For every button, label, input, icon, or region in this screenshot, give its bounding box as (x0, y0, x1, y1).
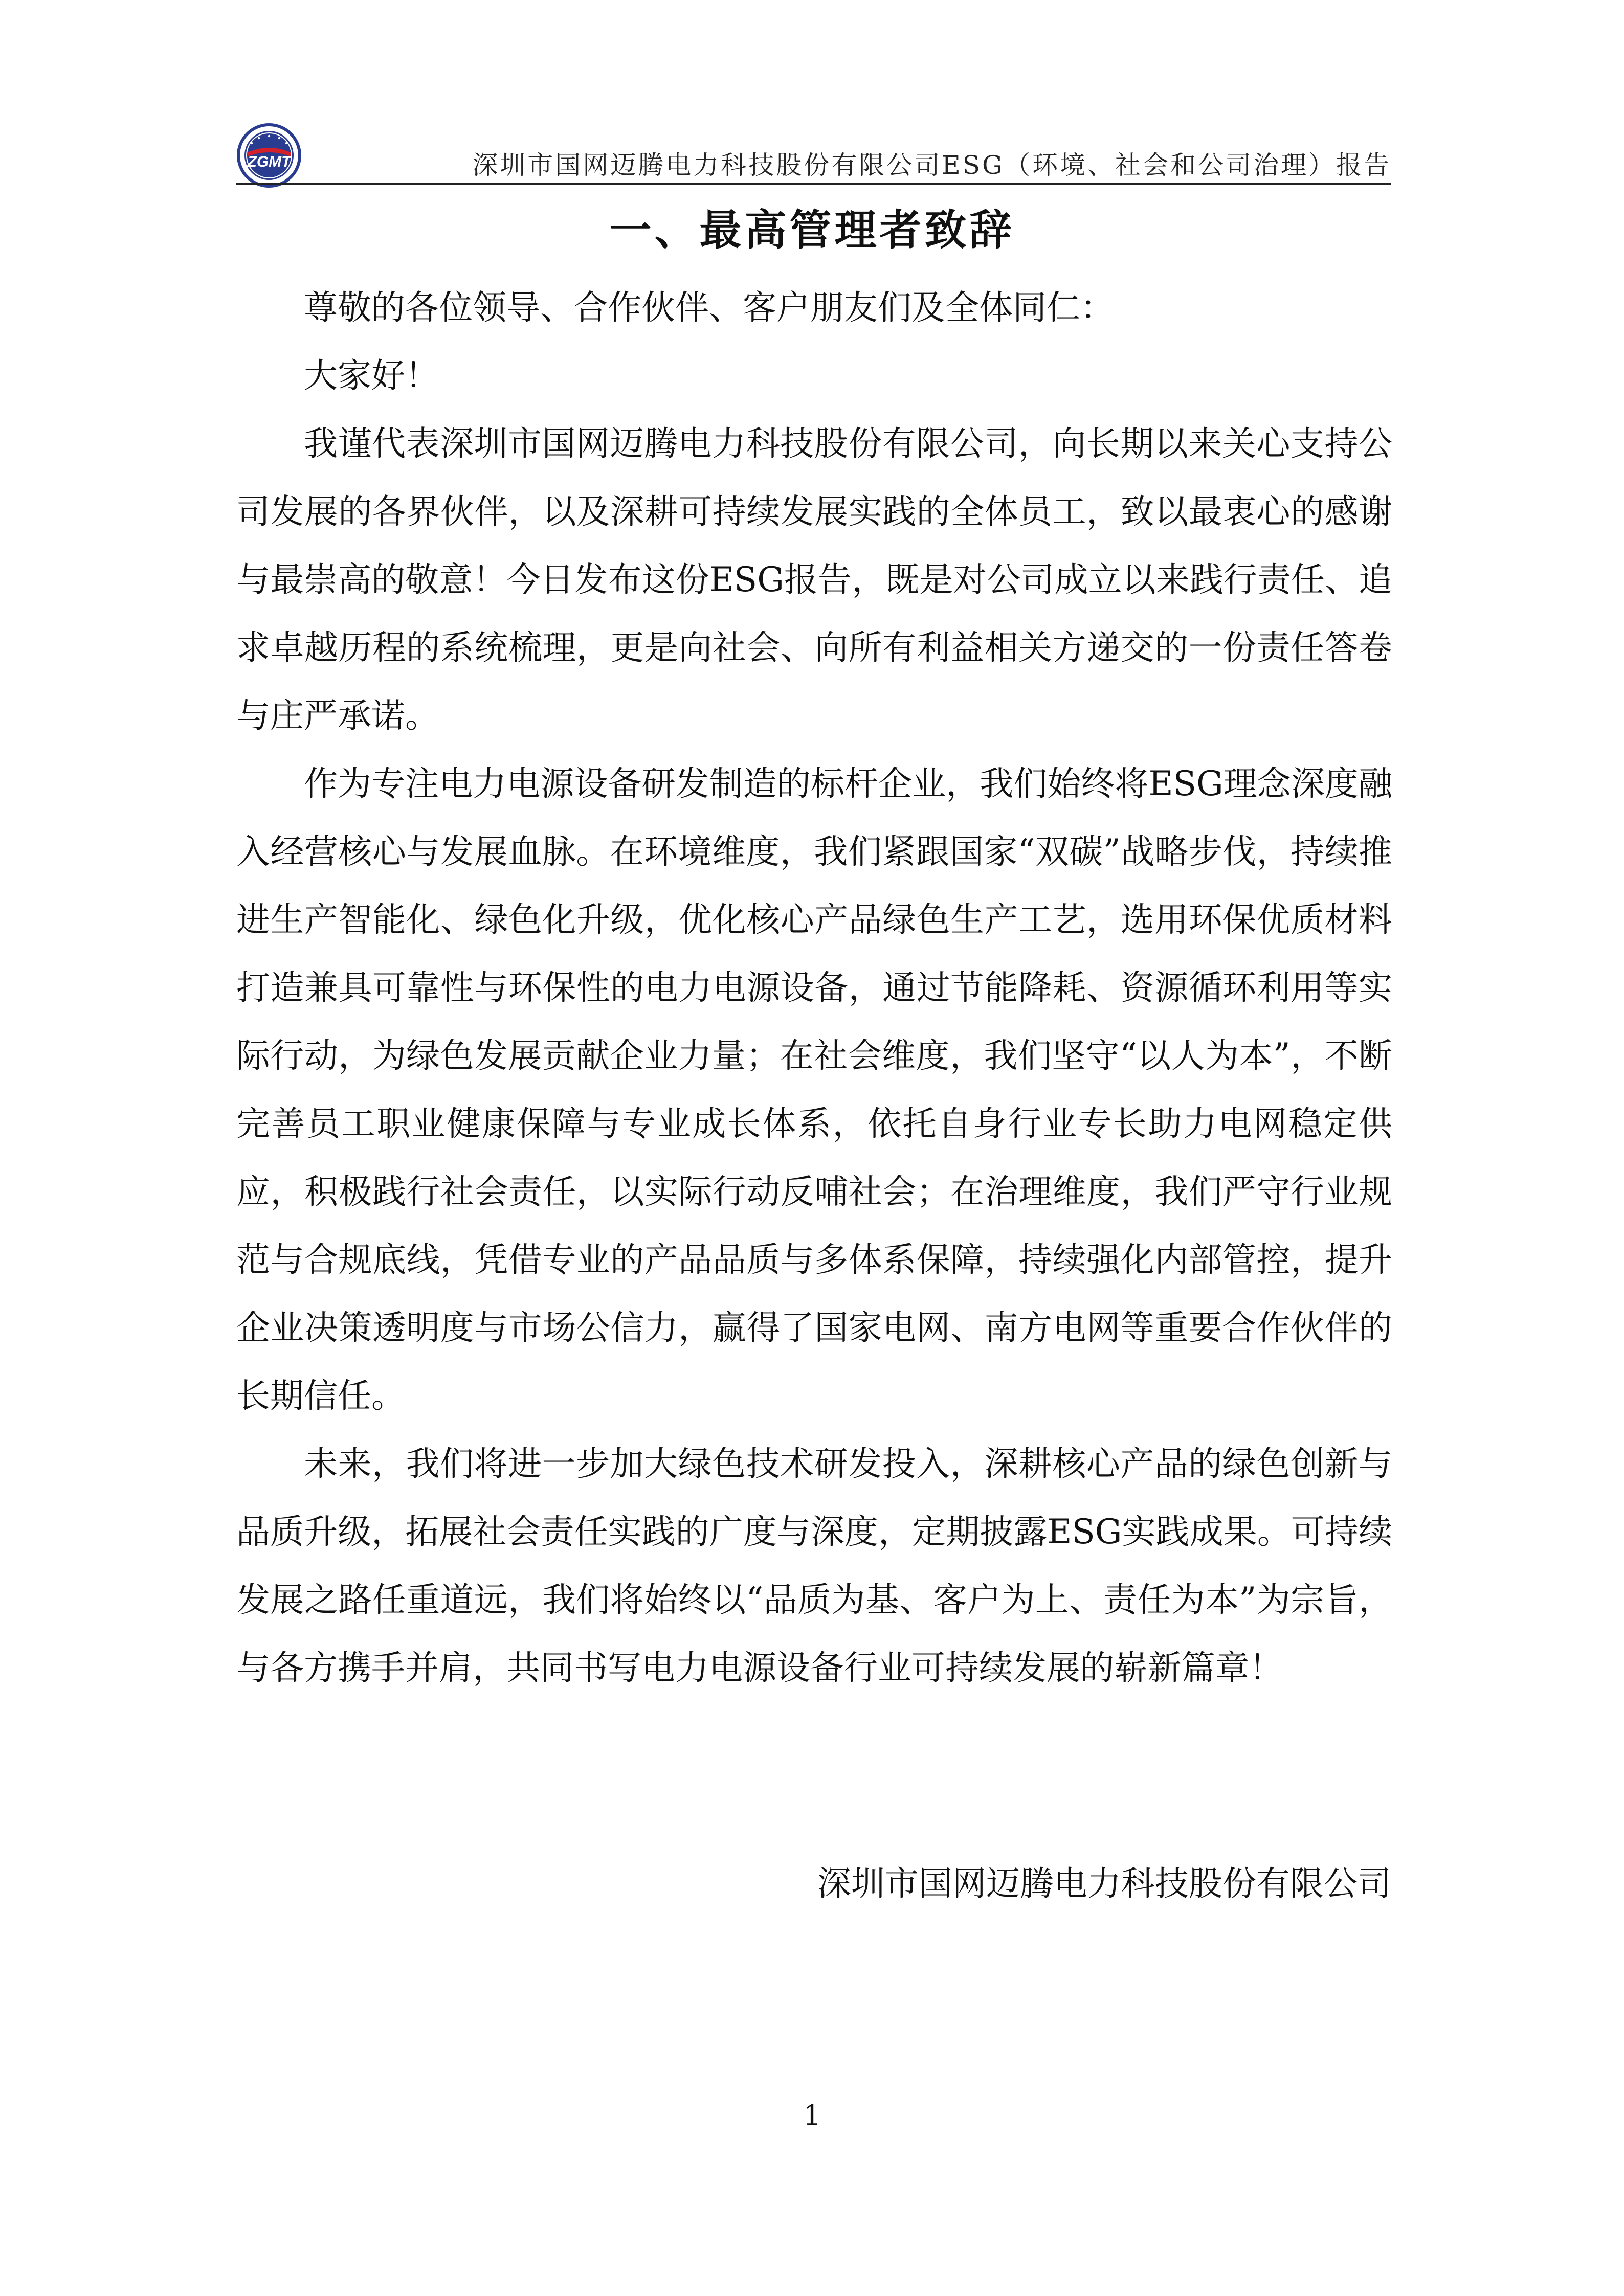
body-paragraph-2: 作为专注电力电源设备研发制造的标杆企业，我们始终将ESG理念深度融入经营核心与发展血脉。在环境维度，我们紧跟国家“双碳”战略步伐，持续推进生产智能化、绿色化升级，优化核心产品绿色生产工艺，选用环保优质材料打造兼具可靠性与环保性的电力电源设备，通过节能降耗、资源循环利用等实际行动，为绿色发展贡献企业力量；在社会维度，我们坚守“以人为本”，不断完善员工职业健康保障与专业成长体系，依托自身行业专长助力电网稳定供应，积极践行社会责任，以实际行动反哺社会；在治理维度，我们严守行业规范与合规底线，凭借专业的产品品质与多体系保障，持续强化内部管控，提升企业决策透明度与市场公信力，赢得了国家电网、南方电网等重要合作伙伴的长期信任。 (236, 764, 1392, 1415)
body-paragraph-1: 我谨代表深圳市国网迈腾电力科技股份有限公司，向长期以来关心支持公司发展的各界伙伴，以及深耕可持续发展实践的全体员工，致以最衷心的感谢与最崇高的敬意！今日发布这份ESG报告，既是对公司成立以来践行责任、追求卓越历程的系统梳理，更是向社会、向所有利益相关方递交的一份责任答卷与庄严承诺。 (236, 424, 1392, 735)
logo-lettering: ZGMT (247, 153, 291, 170)
body-paragraph-3: 未来，我们将进一步加大绿色技术研发投入，深耕核心产品的绿色创新与品质升级，拓展社会责任实践的广度与深度，定期披露ESG实践成果。可持续发展之路任重道远，我们将始终以“品质为基、客户为上、责任为本”为宗旨，与各方携手并肩，共同书写电力电源设备行业可持续发展的崭新篇章！ (236, 1444, 1392, 1687)
company-seal-icon (236, 123, 302, 188)
signature-company: 深圳市国网迈腾电力科技股份有限公司 (817, 1864, 1391, 1903)
letter-body (236, 274, 1392, 1702)
page-header (236, 115, 1391, 187)
salutation: 尊敬的各位领导、合作伙伴、客户朋友们及全体同仁： (304, 288, 1114, 327)
report-header-title: 深圳市国网迈腾电力科技股份有限公司ESG（环境、社会和公司治理）报告 (472, 150, 1391, 180)
page-number: 1 (803, 2099, 821, 2131)
header-divider (236, 183, 1391, 185)
section-title: 一、最高管理者致辞 (609, 206, 1015, 255)
greeting: 大家好！ (304, 356, 439, 395)
